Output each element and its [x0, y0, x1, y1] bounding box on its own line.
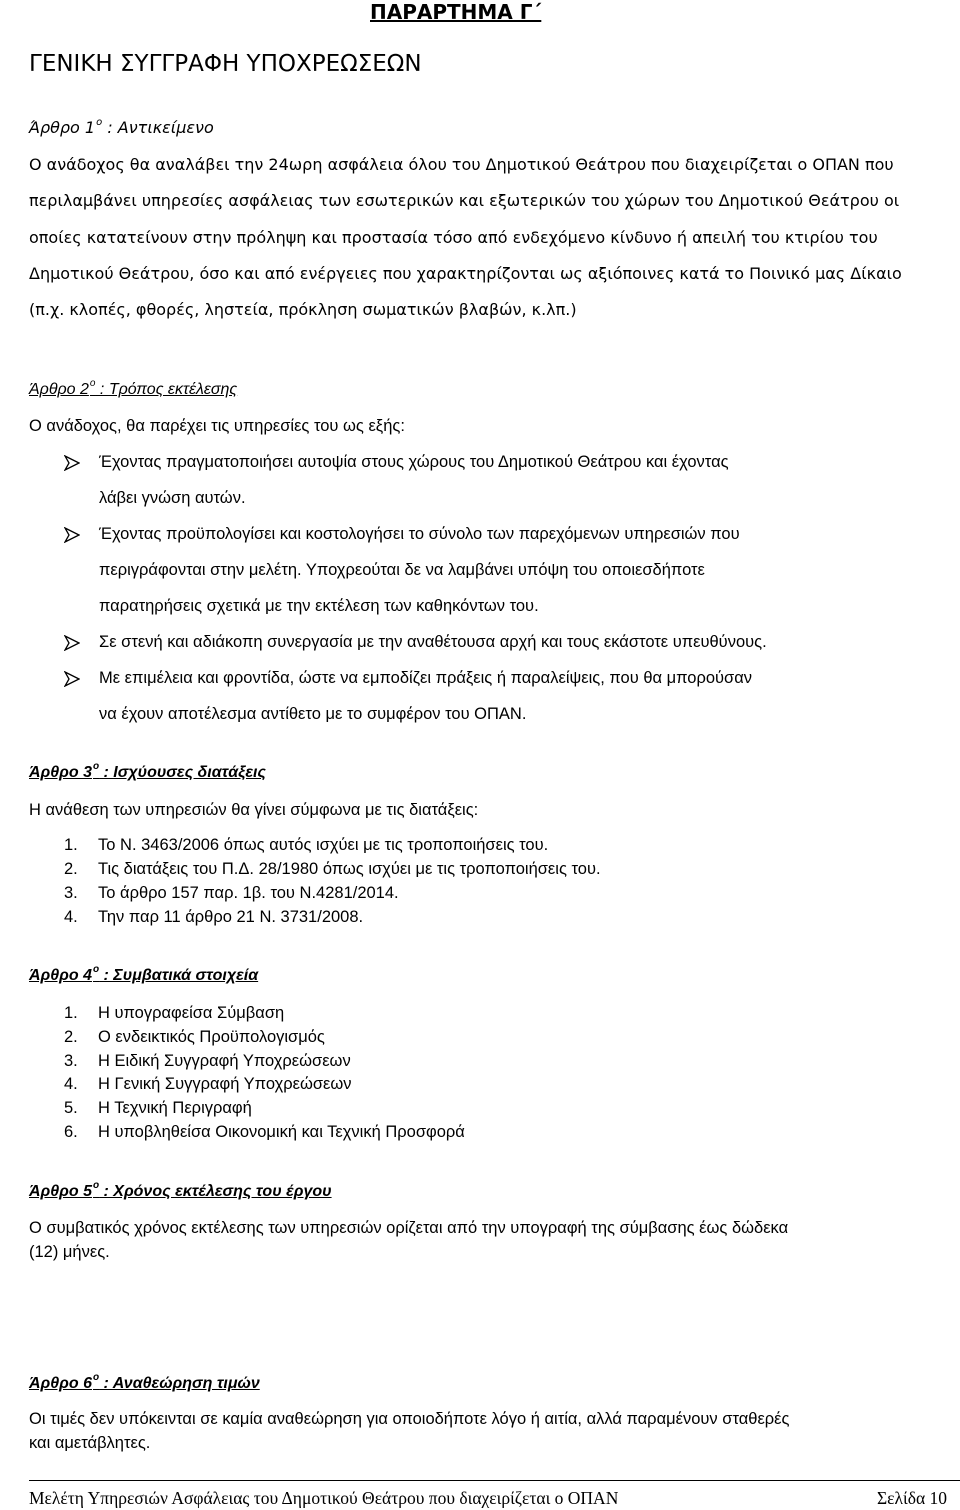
- list-item-number: 2.: [64, 1028, 78, 1046]
- list-item-text: Ο ενδεικτικός Προϋπολογισμός: [98, 1028, 325, 1046]
- article-1-line: Ο ανάδοχος θα αναλάβει την 24ωρη ασφάλεια όλου του Δημοτικού Θεάτρου που διαχειρίζεται ο ΟΠΑΝ που: [29, 155, 894, 174]
- article-6-title: : Αναθεώρηση τιμών: [99, 1375, 260, 1392]
- article-6-line: και αμετάβλητες.: [29, 1434, 151, 1452]
- article-3-intro: Η ανάθεση των υπηρεσιών θα γίνει σύμφωνα με τις διατάξεις:: [29, 801, 479, 819]
- footer-divider: [29, 1480, 960, 1481]
- article-3-title: : Ισχύουσες διατάξεις: [99, 764, 266, 781]
- arrowhead-bullet-icon: [64, 527, 80, 543]
- list-item-number: 2.: [64, 860, 78, 878]
- article-1-title: : Αντικείμενο: [102, 118, 214, 137]
- article-1-line: Δημοτικού Θεάτρου, όσο και από ενέργειες που χαρακτηρίζονται ως αξιόποινες κατά το Ποινικό μας Δίκαιο: [29, 264, 902, 283]
- article-3-prefix: Άρθρο 3: [29, 764, 92, 781]
- list-item-text: Η Ειδική Συγγραφή Υποχρεώσεων: [98, 1052, 351, 1070]
- arrowhead-bullet-icon: [64, 455, 80, 471]
- article-4-prefix: Άρθρο 4: [29, 967, 92, 984]
- list-item-text: Το άρθρο 157 παρ. 1β. του Ν.4281/2014.: [98, 884, 399, 902]
- list-item-text: Η υποβληθείσα Οικονομική και Τεχνική Προσφορά: [98, 1123, 465, 1141]
- bullet-line: παρατηρήσεις σχετικά με την εκτέλεση των καθηκόντων του.: [99, 597, 539, 615]
- list-item-number: 6.: [64, 1123, 78, 1141]
- article-1-heading: [29, 118, 214, 137]
- article-6-heading: [29, 1372, 260, 1393]
- article-2-heading: [29, 378, 238, 399]
- list-item-number: 4.: [64, 908, 78, 926]
- page-number: Σελίδα 10: [877, 1488, 948, 1508]
- list-item-number: 3.: [64, 1052, 78, 1070]
- arrowhead-bullet-icon: [64, 671, 80, 687]
- bullet-line: Έχοντας πραγματοποιήσει αυτοψία στους χώρους του Δημοτικού Θεάτρου και έχοντας: [99, 453, 729, 471]
- article-1-line: (π.χ. κλοπές, φθορές, ληστεία, πρόκληση σωματικών βλαβών, κ.λπ.): [29, 300, 577, 319]
- list-item-number: 3.: [64, 884, 78, 902]
- article-5-title: : Χρόνος εκτέλεσης του έργου: [99, 1183, 332, 1200]
- article-2-ordinal: ο: [89, 378, 96, 389]
- article-5-line: (12) μήνες.: [29, 1243, 110, 1261]
- general-title: ΓΕΝΙΚΗ ΣΥΓΓΡΑΦΗ ΥΠΟΧΡΕΩΣΕΩΝ: [29, 51, 422, 77]
- article-6-line: Οι τιμές δεν υπόκεινται σε καμία αναθεώρηση για οποιοδήποτε λόγο ή αιτία, αλλά παραμένουν σταθερές: [29, 1410, 790, 1428]
- list-item-number: 4.: [64, 1075, 78, 1093]
- list-item-number: 1.: [64, 836, 78, 854]
- article-1-line: περιλαμβάνει υπηρεσίες ασφάλειας των εσωτερικών και εξωτερικών του χώρων του Δημοτικού Θεάτρου οι: [29, 191, 900, 210]
- list-item-text: Την παρ 11 άρθρο 21 Ν. 3731/2008.: [98, 908, 364, 926]
- article-2-prefix: Άρθρο 2: [29, 381, 89, 398]
- list-item-text: Η Τεχνική Περιγραφή: [98, 1099, 252, 1117]
- list-item-number: 1.: [64, 1004, 78, 1022]
- article-4-title: : Συμβατικά στοιχεία: [99, 967, 259, 984]
- article-5-prefix: Άρθρο 5: [29, 1183, 92, 1200]
- article-1-ordinal: ο: [96, 117, 103, 128]
- article-3-ordinal: ο: [92, 761, 100, 772]
- arrowhead-bullet-icon: [64, 635, 80, 651]
- article-5-heading: [29, 1180, 332, 1201]
- list-item-text: Τις διατάξεις του Π.Δ. 28/1980 όπως ισχύει με τις τροποποιήσεις του.: [98, 860, 601, 878]
- article-1-line: οποίες κατατείνουν στην πρόληψη και προστασία τόσο από ενδεχόμενο κίνδυνο ή απειλή του κτιρίου του: [29, 228, 878, 247]
- article-2-intro: Ο ανάδοχος, θα παρέχει τις υπηρεσίες του ως εξής:: [29, 417, 405, 435]
- article-6-ordinal: ο: [92, 1372, 100, 1383]
- list-item-text: Η υπογραφείσα Σύμβαση: [98, 1004, 285, 1022]
- list-item-text: Το Ν. 3463/2006 όπως αυτός ισχύει με τις τροποποιήσεις του.: [98, 836, 549, 854]
- article-2-title: : Τρόπος εκτέλεσης: [95, 381, 238, 398]
- bullet-line: Έχοντας προϋπολογίσει και κοστολογήσει το σύνολο των παρεχόμενων υπηρεσιών που: [99, 525, 740, 543]
- article-4-heading: [29, 964, 259, 985]
- bullet-line: Σε στενή και αδιάκοπη συνεργασία με την αναθέτουσα αρχή και τους εκάστοτε υπευθύνους.: [99, 633, 767, 651]
- bullet-line: περιγράφονται στην μελέτη. Υποχρεούται δε να λαμβάνει υπόψη του οποιεσδήποτε: [99, 561, 705, 579]
- article-6-prefix: Άρθρο 6: [29, 1375, 92, 1392]
- article-4-ordinal: ο: [92, 964, 100, 975]
- footer-title: Μελέτη Υπηρεσιών Ασφάλειας του Δημοτικού Θεάτρου που διαχειρίζεται ο ΟΠΑΝ: [29, 1488, 619, 1508]
- article-5-ordinal: ο: [92, 1180, 100, 1191]
- bullet-line: να έχουν αποτέλεσμα αντίθετο με το συμφέρον του ΟΠΑΝ.: [99, 705, 527, 723]
- list-item-number: 5.: [64, 1099, 78, 1117]
- article-5-line: Ο συμβατικός χρόνος εκτέλεσης των υπηρεσιών ορίζεται από την υπογραφή της σύμβασης έως δώδεκα: [29, 1219, 789, 1237]
- list-item-text: Η Γενική Συγγραφή Υποχρεώσεων: [98, 1075, 352, 1093]
- bullet-line: Με επιμέλεια και φροντίδα, ώστε να εμποδίζει πράξεις ή παραλείψεις, που θα μπορούσαν: [99, 669, 753, 687]
- annex-title: ΠΑΡΑΡΤΗΜΑ Γ΄: [370, 0, 542, 24]
- article-1-prefix: Άρθρο 1: [29, 118, 96, 137]
- bullet-line: λάβει γνώση αυτών.: [99, 489, 246, 507]
- article-3-heading: [29, 761, 266, 782]
